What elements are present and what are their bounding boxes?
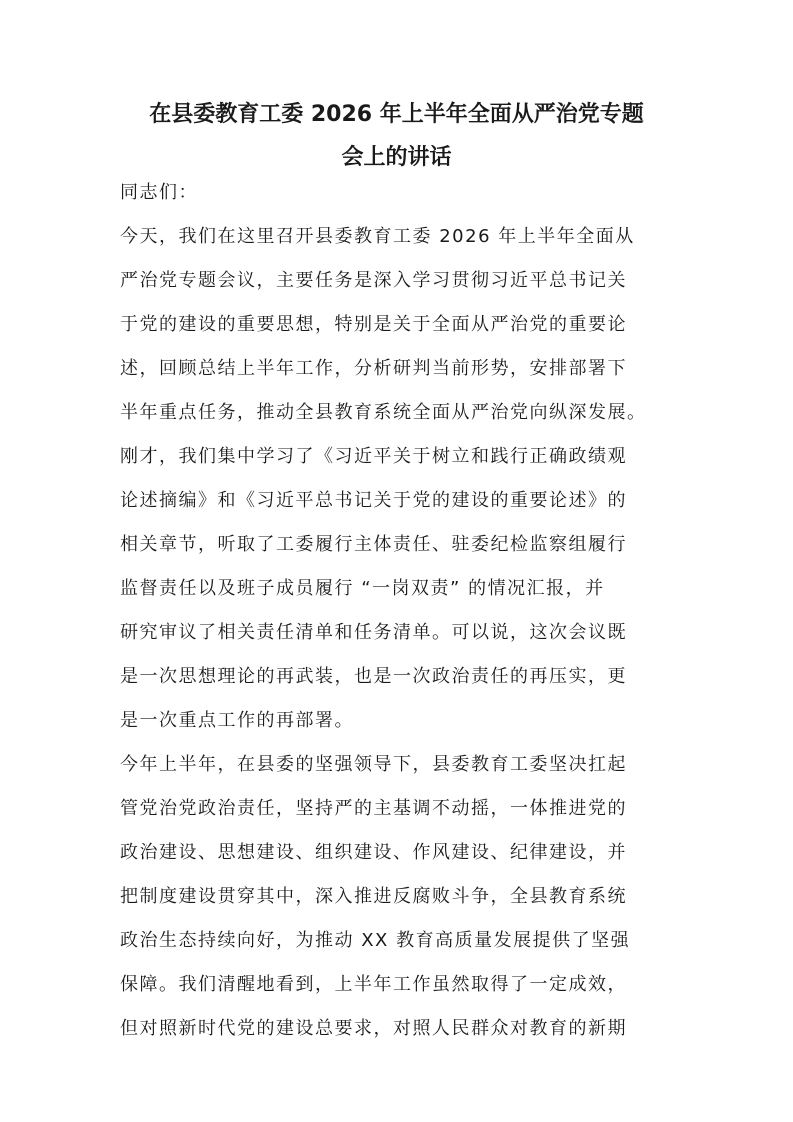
body-line: 论述摘编》和《习近平总书记关于党的建设的重要论述》的 [120,490,627,511]
document-title-line-2: 会上的讲话 [341,145,452,170]
body-line: 监督责任以及班子成员履行 “一岗双责” 的情况汇报，并 [120,578,605,599]
body-line: 是一次思想理论的再武装，也是一次政治责任的再压实，更 [120,666,627,687]
body-line: 是一次重点工作的再部署。 [120,710,354,731]
body-line: 政治生态持续向好，为推动 XX 教育高质量发展提供了坚强 [120,930,631,951]
body-line: 今年上半年，在县委的坚强领导下，县委教育工委坚决扛起 [120,754,627,775]
document-title-line-1: 在县委教育工委 2026 年上半年全面从严治党专题 [149,102,644,127]
body-line: 管党治党政治责任，坚持严的主基调不动摇，一体推进党的 [120,798,627,819]
body-line: 把制度建设贯穿其中，深入推进反腐败斗争，全县教育系统 [120,886,627,907]
body-line: 保障。我们清醒地看到，上半年工作虽然取得了一定成效， [120,974,627,995]
body-line: 但对照新时代党的建设总要求，对照人民群众对教育的新期 [120,1018,627,1039]
body-line: 半年重点任务，推动全县教育系统全面从严治党向纵深发展。 [120,402,647,423]
body-line: 述，回顾总结上半年工作，分析研判当前形势，安排部署下 [120,358,627,379]
body-line: 政治建设、思想建设、组织建设、作风建设、纪律建设，并 [120,842,627,863]
body-line: 严治党专题会议，主要任务是深入学习贯彻习近平总书记关 [120,270,627,291]
body-line: 相关章节，听取了工委履行主体责任、驻委纪检监察组履行 [120,534,627,555]
salutation-line: 同志们： [120,182,198,203]
body-line: 今天，我们在这里召开县委教育工委 2026 年上半年全面从 [120,226,635,247]
body-line: 于党的建设的重要思想，特别是关于全面从严治党的重要论 [120,314,627,335]
body-line: 研究审议了相关责任清单和任务清单。可以说，这次会议既 [120,622,627,643]
body-line: 刚才，我们集中学习了《习近平关于树立和践行正确政绩观 [120,446,627,467]
